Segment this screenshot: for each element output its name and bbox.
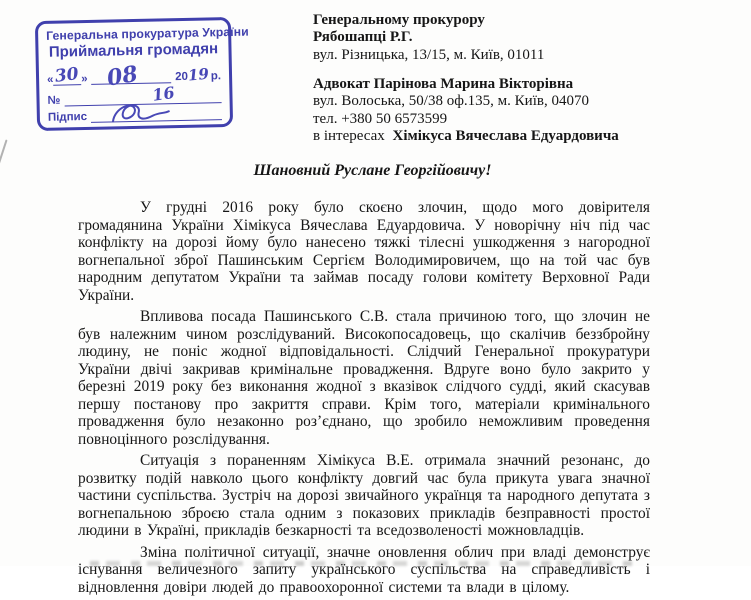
stamp-dept-name: Приймальня громадян	[48, 40, 219, 61]
sender-phone: тел. +380 50 6573599	[313, 110, 448, 127]
stamp-handwritten-month: 08	[105, 60, 141, 92]
sender-block	[313, 76, 619, 146]
stamp-org-name: Генеральна прокуратура України	[46, 24, 249, 43]
stamp-year-prefix: 20	[175, 70, 189, 84]
sender-address: вул. Волоська, 50/38 оф.135, м. Київ, 04070	[313, 93, 589, 110]
recipient-address: вул. Різницька, 13/15, м. Київ, 01011	[313, 46, 545, 63]
paragraph-2: Впливова посада Пашинського С.В. стала причиною того, що злочин не був належним чином розслідуваний. Високопосадовець, що скалічив беззбройну людину, не поніс жодної відповідальності. Слідчий Генеральної прокуратури України двічі закривав кримінальне провадження. Вдруге воно було закрито у березні 2019 року без виконання жодної з вказівок слідчого судді, який скасував першу постанову про закриття справи. Крім того, матеріали кримінального провадження було незаконно роз’єднано, що зробило неможливим проведення повноцінного розслідування.	[78, 308, 650, 448]
stamp-signature-label: Підпис	[47, 110, 88, 124]
recipient-name: Рябошапці Р.Г.	[313, 29, 413, 46]
stamp-quote-open: «	[46, 73, 54, 86]
signature-scribble-icon	[109, 98, 174, 127]
salutation: Шановний Руслане Георгійовичу!	[253, 162, 492, 179]
paragraph-4: Зміна політичної ситуації, значне оновлення облич при владі демонструє існування величезного запиту українського суспільства на справедливість і відновлення довіри людей до правоохоронної системи та влади в цілому.	[78, 543, 650, 596]
stamp-signature-row	[48, 105, 222, 124]
on-behalf-client-name: Хімікуса Вячеслава Едуардовича	[392, 128, 619, 145]
scan-edge-artifact	[0, 139, 8, 168]
paragraph-3: Ситуація з пораненням Хімікуса В.Е. отримала значний резонанс, до розвитку подій навколо цього конфлікту довгий час була прикута увага значної частини суспільства. Зустріч на дорозі звичайного українця та народного депутата з вогнепальною зброєю стала одним з показових прикладів безправності простої людини в Україні, прикладів безкарності та вседозволеності можновладців.	[78, 452, 650, 539]
stamp-number-label: №	[47, 94, 61, 107]
stamp-signature-blank	[91, 105, 222, 123]
sender-on-behalf	[313, 128, 619, 145]
sender-name: Адвокат Парінова Марина Вікторівна	[313, 76, 574, 92]
recipient-title: Генеральному прокурору	[313, 12, 485, 28]
stamp-quote-close: »	[81, 72, 88, 86]
cutoff-text-line	[90, 561, 635, 566]
stamp-handwritten-year: 19	[187, 64, 210, 85]
recipient-block	[313, 12, 544, 64]
stamp-year-suffix: р.	[210, 70, 222, 83]
stamp-date-row	[46, 60, 222, 92]
registration-stamp	[35, 17, 249, 131]
stamp-month-blank	[91, 60, 171, 92]
stamp-handwritten-day: 30	[54, 63, 81, 87]
stamp-handwritten-number: 16	[150, 82, 176, 105]
paragraph-1: У грудні 2016 року було скоєно злочин, щодо мого довірителя громадянина України Хімікуса Вячеслава Едуардовича. У новорічну ніч під час конфлікту на дорозі йому було нанесено тяжкі тілесні ушкодження з нагородної вогнепальної зброї Пашинським Сергієм Володимировичем, що на той час був народним депутатом України та займав посаду голови комітету Верховної Ради України.	[78, 199, 650, 304]
on-behalf-prefix: в інтересах	[313, 128, 385, 145]
letter-body	[78, 199, 650, 600]
